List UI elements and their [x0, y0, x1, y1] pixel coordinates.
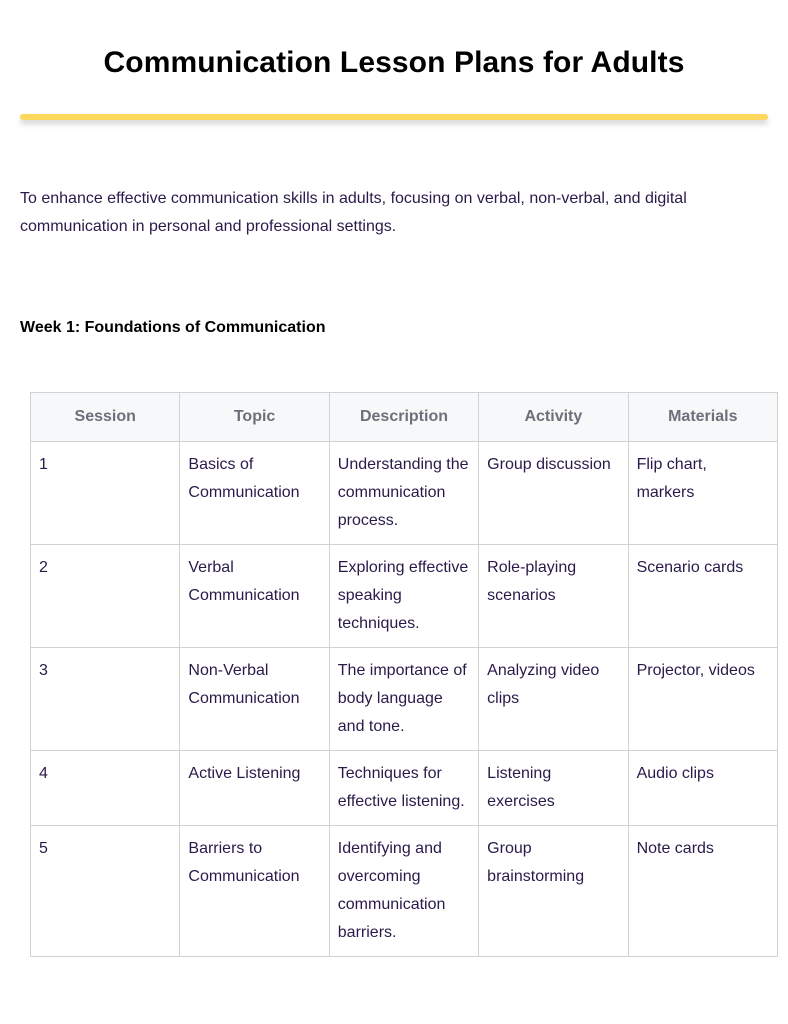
intro-paragraph: To enhance effective communication skills in adults, focusing on verbal, non-verbal, and digital communication in personal and professional settings. [20, 190, 687, 235]
cell-session: 5 [31, 826, 180, 957]
cell-session: 1 [31, 442, 180, 545]
table-row [31, 826, 778, 957]
cell-materials: Projector, videos [628, 648, 777, 751]
cell-materials: Flip chart, markers [628, 442, 777, 545]
cell-activity: Role-playing scenarios [479, 545, 628, 648]
column-header-description: Description [329, 393, 478, 442]
cell-topic: Non-Verbal Communication [180, 648, 329, 751]
table-row [31, 648, 778, 751]
lesson-table [30, 392, 778, 957]
cell-session: 4 [31, 751, 180, 826]
column-header-session: Session [31, 393, 180, 442]
cell-materials: Audio clips [628, 751, 777, 826]
cell-description: Identifying and overcoming communication barriers. [329, 826, 478, 957]
column-header-activity: Activity [479, 393, 628, 442]
page-title: Communication Lesson Plans for Adults [103, 46, 685, 79]
title-divider [20, 114, 768, 120]
cell-activity: Analyzing video clips [479, 648, 628, 751]
cell-topic: Active Listening [180, 751, 329, 826]
table-row [31, 442, 778, 545]
cell-description: Understanding the communication process. [329, 442, 478, 545]
cell-topic: Verbal Communication [180, 545, 329, 648]
cell-materials: Note cards [628, 826, 777, 957]
cell-activity: Group discussion [479, 442, 628, 545]
table-row [31, 751, 778, 826]
cell-topic: Barriers to Communication [180, 826, 329, 957]
cell-activity: Listening exercises [479, 751, 628, 826]
week-heading: Week 1: Foundations of Communication [20, 319, 326, 336]
column-header-topic: Topic [180, 393, 329, 442]
table-row [31, 545, 778, 648]
cell-session: 2 [31, 545, 180, 648]
table-header-row [31, 393, 778, 442]
cell-session: 3 [31, 648, 180, 751]
column-header-materials: Materials [628, 393, 777, 442]
cell-description: Techniques for effective listening. [329, 751, 478, 826]
cell-description: Exploring effective speaking techniques. [329, 545, 478, 648]
cell-description: The importance of body language and tone. [329, 648, 478, 751]
cell-activity: Group brainstorming [479, 826, 628, 957]
cell-topic: Basics of Communication [180, 442, 329, 545]
cell-materials: Scenario cards [628, 545, 777, 648]
